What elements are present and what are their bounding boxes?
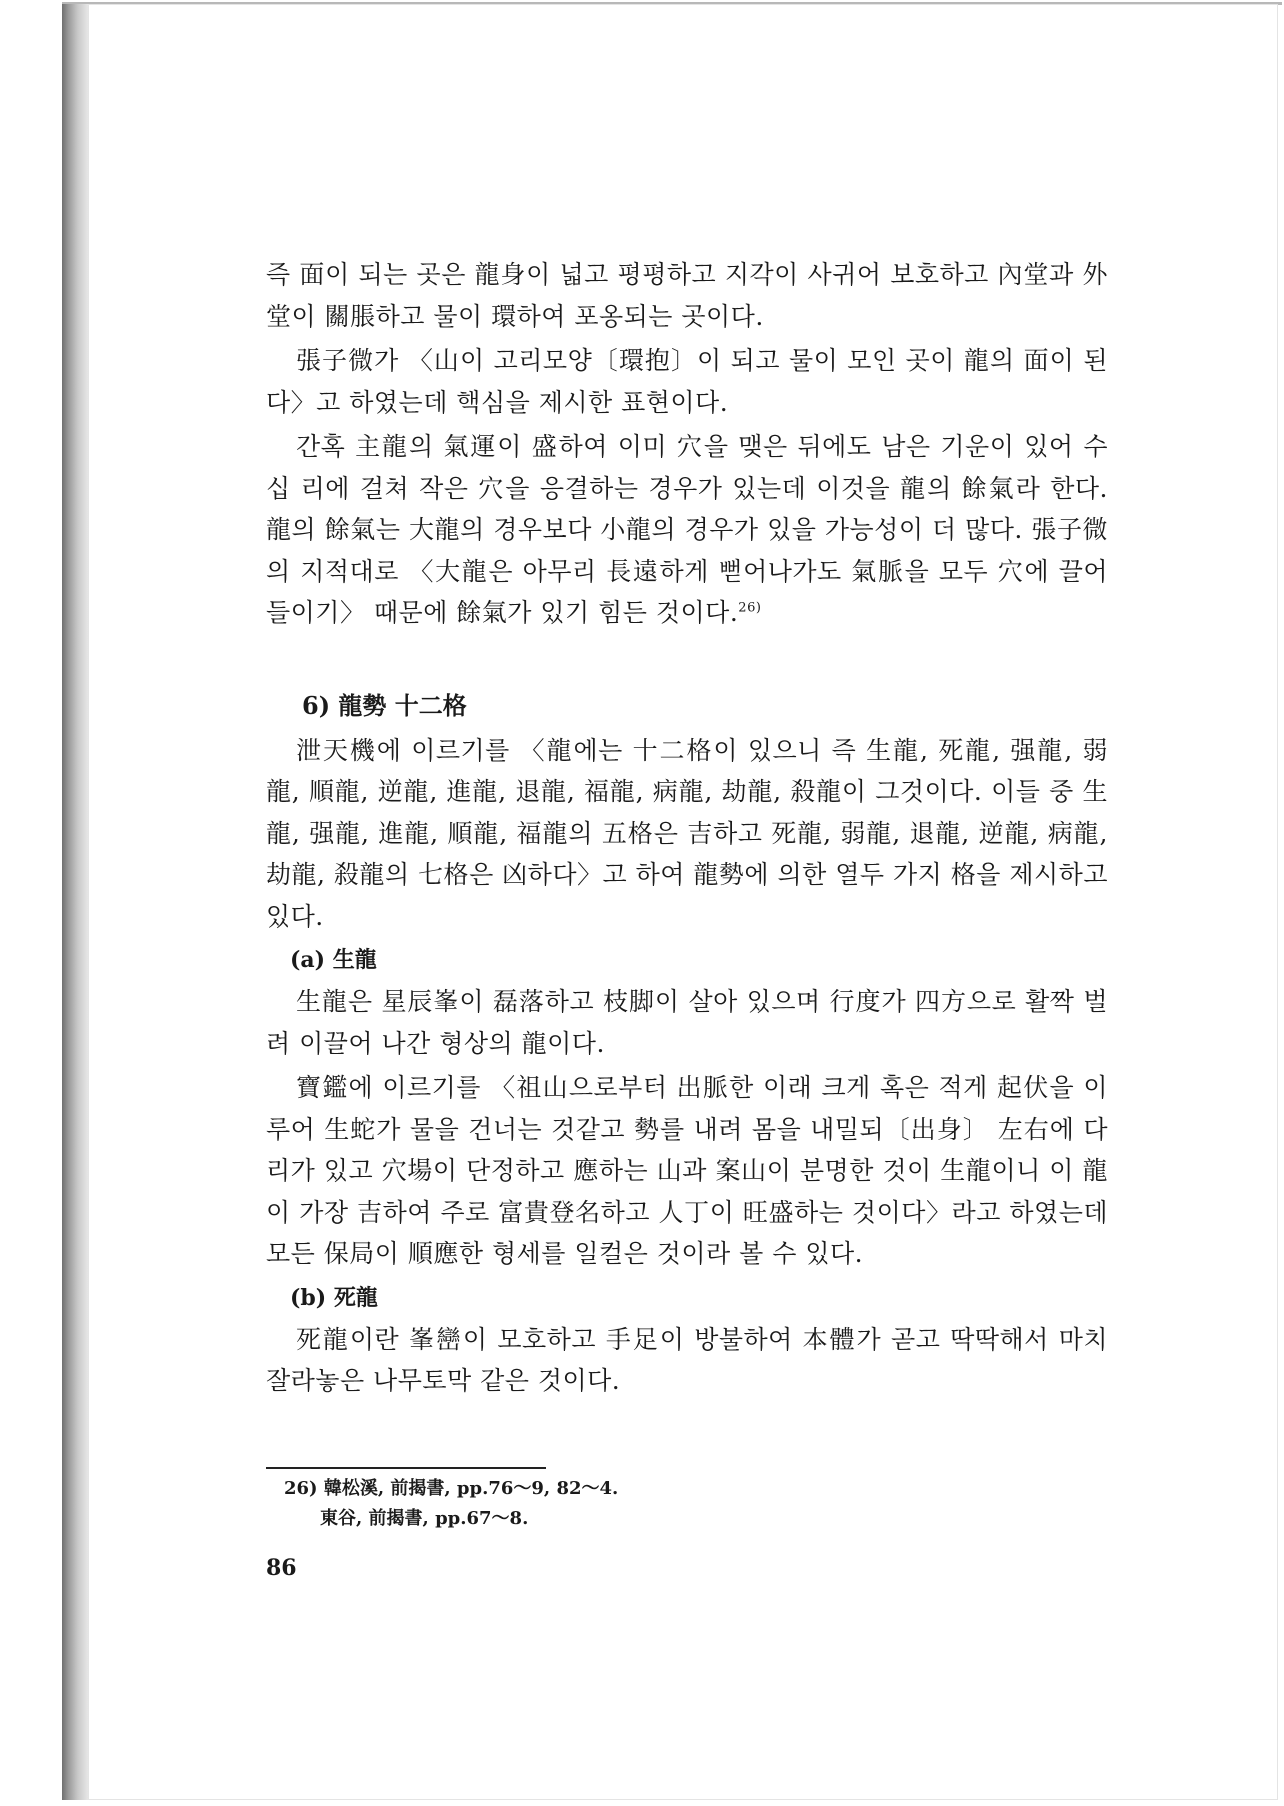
paragraph: 泄天機에 이르기를 〈龍에는 十二格이 있으니 즉 生龍, 死龍, 强龍, 弱龍, 順龍, 逆龍, 進龍, 退龍, 福龍, 病龍, 劫龍, 殺龍이 그것이다. 이들 중 生龍, 强龍, 進龍, 順龍, 福龍의 五格은 吉하고 死龍, 弱龍, 退龍, 逆龍, 病龍, 劫龍, 殺龍의 七格은 凶하다〉고 하여 龍勢에 의한 열두 가지 格을 제시하고 있다. [266,735,1108,931]
paragraph: 즉 面이 되는 곳은 龍身이 넓고 평평하고 지각이 사귀어 보호하고 內堂과 外堂이 關脹하고 물이 環하여 포옹되는 곳이다. [266,260,1108,331]
paragraph: 生龍은 星辰峯이 磊落하고 枝脚이 살아 있으며 行度가 四方으로 활짝 벌려 이끌어 나간 형상의 龍이다. [266,987,1108,1058]
footnotes [284,1474,618,1534]
page-side-edge [62,4,88,1800]
body-text [266,254,1108,1405]
footnote-divider [266,1467,546,1469]
footnote-line: 東谷, 前揭書, pp.67～8. [320,1508,529,1529]
paragraph: 寶鑑에 이르기를 〈祖山으로부터 出脈한 이래 크게 혹은 적게 起伏을 이루어 生蛇가 물을 건너는 것같고 勢를 내려 몸을 내밀되〔出身〕 左右에 다리가 있고 穴場이 단정하고 應하는 山과 案山이 분명한 것이 生龍이니 이 龍이 가장 吉하여 주로 富貴登名하고 人丁이 旺盛하는 것이다〉라고 하였는데 모든 保局이 順應한 형세를 일컬은 것이라 볼 수 있다. [266,1073,1108,1268]
page-number: 86 [266,1555,297,1581]
section-heading: 6) 龍勢 十二格 [302,690,467,720]
footnote-line: 26) 韓松溪, 前揭書, pp.76～9, 82～4. [284,1478,619,1499]
paragraph-text: 간혹 主龍의 氣運이 盛하여 이미 穴을 맺은 뒤에도 남은 기운이 있어 수십 리에 걸쳐 작은 穴을 응결하는 경우가 있는데 이것을 龍의 餘氣라 한다. 龍의 餘氣는 大龍의 경우보다 小龍의 경우가 있을 가능성이 더 많다. 張子微의 지적대로 〈大龍은 아무리 長遠하게 뻗어나가도 氣脈을 모두 穴에 끌어들이기〉 때문에 餘氣가 있기 힘든 것이다. [266,432,1108,627]
paragraph-with-footnote [266,426,1108,634]
subsection-heading-b: (b) 死龍 [290,1284,378,1311]
paragraph: 張子微가 〈山이 고리모양〔環抱〕이 되고 물이 모인 곳이 龍의 面이 된다〉고 하였는데 핵심을 제시한 표현이다. [266,346,1108,417]
footnote-reference: 26) [738,600,762,616]
paragraph: 死龍이란 峯巒이 모호하고 手足이 방불하여 本體가 곧고 딱딱해서 마치 잘라놓은 나무토막 같은 것이다. [266,1324,1108,1395]
subsection-heading-a: (a) 生龍 [290,947,377,973]
